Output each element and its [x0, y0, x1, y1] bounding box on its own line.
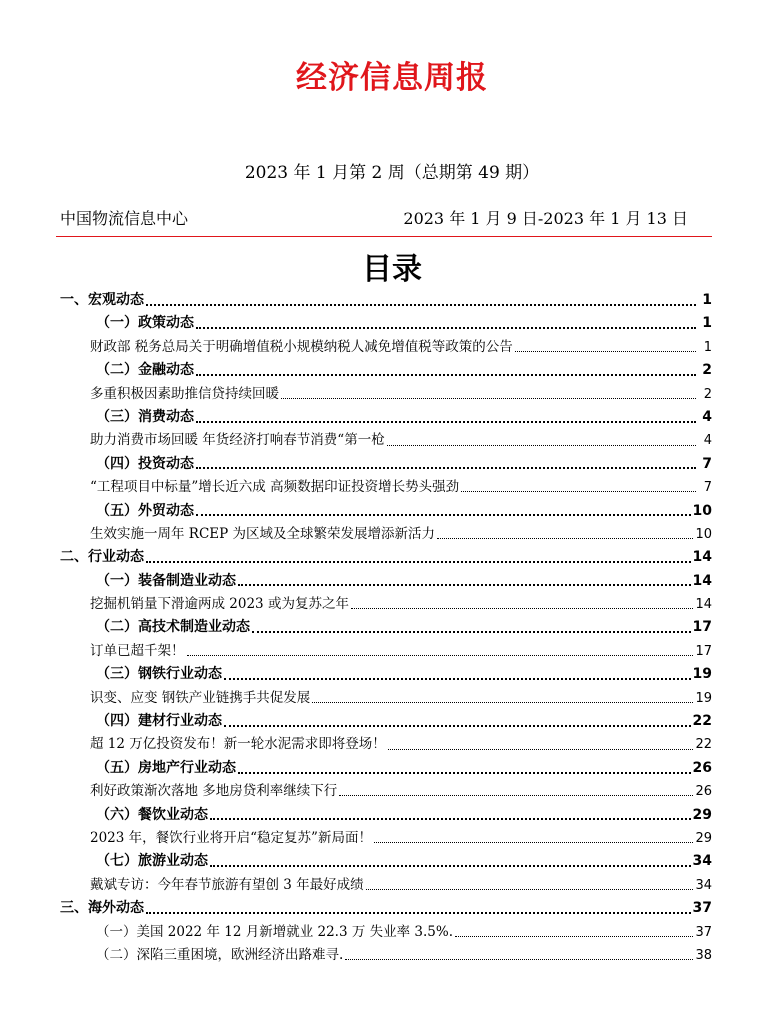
toc-entry[interactable]	[60, 312, 712, 335]
header-divider	[56, 236, 712, 237]
toc-entry[interactable]	[60, 523, 712, 546]
toc-entry[interactable]	[60, 593, 712, 616]
toc-entry-label: 戴斌专访：今年春节旅游有望创 3 年最好成绩	[90, 876, 364, 893]
toc-entry-label: 三、海外动态	[60, 900, 144, 917]
toc-entry[interactable]	[60, 944, 712, 967]
toc-entry[interactable]	[60, 476, 712, 499]
toc-entry[interactable]	[60, 546, 712, 569]
dot-leader	[461, 491, 696, 492]
toc-entry[interactable]	[60, 897, 712, 920]
toc-entry-page-number: 19	[695, 690, 712, 706]
toc-entry[interactable]	[60, 710, 712, 733]
toc-entry[interactable]	[60, 687, 712, 710]
dot-leader	[515, 351, 696, 352]
toc-entry[interactable]	[60, 383, 712, 406]
dot-leader	[345, 959, 693, 960]
toc-entry-label: 多重积极因素助推信贷持续回暖	[90, 385, 279, 402]
toc-entry-label: （五）外贸动态	[96, 502, 194, 519]
toc-entry-label: （四）投资动态	[96, 455, 194, 472]
toc-entry[interactable]	[60, 640, 712, 663]
toc-entry[interactable]	[60, 500, 712, 523]
toc-entry[interactable]	[60, 827, 712, 850]
toc-entry-page-number: 7	[703, 480, 712, 496]
toc-entry-page-number: 37	[695, 924, 712, 940]
toc-entry-page-number: 22	[695, 737, 712, 753]
toc-entry-page-number: 2	[702, 362, 712, 379]
toc-entry-label: （二）高技术制造业动态	[96, 619, 250, 636]
toc-entry[interactable]	[60, 663, 712, 686]
toc-entry-page-number: 1	[703, 339, 712, 355]
toc-entry[interactable]	[60, 359, 712, 382]
toc-entry-label: （二）深陷三重困境，欧洲经济出路难寻.	[96, 946, 344, 963]
dot-leader	[187, 655, 694, 656]
toc-entry-page-number: 1	[702, 315, 712, 332]
toc-entry-page-number: 4	[702, 408, 712, 425]
organization-name: 中国物流信息中心	[60, 209, 189, 228]
toc-entry-page-number: 37	[692, 900, 712, 917]
toc-heading: 目录	[362, 252, 422, 287]
toc-entry-page-number: 10	[692, 502, 712, 519]
toc-entry-label: （一）装备制造业动态	[96, 572, 236, 589]
dot-leader	[146, 561, 691, 563]
table-of-contents	[60, 289, 712, 967]
dot-leader	[455, 936, 693, 937]
toc-entry[interactable]	[60, 429, 712, 452]
toc-entry[interactable]	[60, 733, 712, 756]
toc-entry-label: 财政部 税务总局关于明确增值税小规模纳税人减免增值税等政策的公告	[90, 338, 513, 355]
dot-leader	[351, 608, 694, 609]
toc-entry[interactable]	[60, 804, 712, 827]
toc-entry[interactable]	[60, 406, 712, 429]
toc-entry-page-number: 10	[695, 526, 712, 542]
toc-entry-page-number: 14	[695, 597, 712, 613]
toc-entry-label: （三）钢铁行业动态	[96, 666, 222, 683]
toc-entry-label: 助力消费市场回暖 年货经济打响春节消费“第一枪	[90, 432, 385, 449]
dot-leader	[238, 772, 691, 774]
toc-entry-page-number: 38	[695, 947, 712, 963]
dot-leader	[146, 304, 696, 306]
toc-entry-label: 生效实施一周年 RCEP 为区域及全球繁荣发展增添新活力	[90, 525, 436, 542]
dot-leader	[224, 678, 691, 680]
dot-leader	[374, 842, 694, 843]
dot-leader	[210, 865, 691, 867]
toc-entry-page-number: 29	[692, 806, 712, 823]
toc-entry-label: （一）政策动态	[96, 315, 194, 332]
toc-entry-page-number: 22	[692, 713, 712, 730]
toc-entry-label: （二）金融动态	[96, 362, 194, 379]
toc-entry-page-number: 4	[703, 433, 712, 449]
toc-entry[interactable]	[60, 289, 712, 312]
toc-entry-page-number: 17	[692, 619, 712, 636]
toc-entry-label: 二、行业动态	[60, 549, 144, 566]
toc-entry-label: 挖掘机销量下滑逾两成 2023 或为复苏之年	[90, 596, 349, 613]
toc-entry-label: （五）房地产行业动态	[96, 759, 236, 776]
toc-entry-label: （四）建材行业动态	[96, 713, 222, 730]
toc-entry[interactable]	[60, 874, 712, 897]
toc-entry-page-number: 26	[692, 759, 712, 776]
toc-entry-label: （一）美国 2022 年 12 月新增就业 22.3 万 失业率 3.5%.	[96, 923, 454, 940]
date-range: 2023 年 1 月 9 日-2023 年 1 月 13 日	[403, 209, 688, 228]
dot-leader	[252, 631, 691, 633]
toc-entry[interactable]	[60, 757, 712, 780]
dot-leader	[196, 374, 696, 376]
dot-leader	[224, 725, 691, 727]
toc-entry-label: （七）旅游业动态	[96, 853, 208, 870]
toc-entry-label: （三）消费动态	[96, 408, 194, 425]
toc-entry[interactable]	[60, 616, 712, 639]
toc-entry-page-number: 2	[703, 386, 712, 402]
dot-leader	[281, 398, 696, 399]
toc-entry-label: 超 12 万亿投资发布！新一轮水泥需求即将登场！	[90, 736, 386, 753]
dot-leader	[387, 445, 696, 446]
issue-line: 2023 年 1 月第 2 周（总期第 49 期）	[244, 163, 540, 183]
toc-entry[interactable]	[60, 453, 712, 476]
toc-entry-page-number: 14	[692, 572, 712, 589]
dot-leader	[388, 749, 694, 750]
toc-entry-label: （六）餐饮业动态	[96, 806, 208, 823]
dot-leader	[196, 514, 691, 516]
toc-entry-page-number: 1	[702, 292, 712, 308]
toc-entry-label: 2023 年，餐饮行业将开启“稳定复苏”新局面！	[90, 829, 372, 846]
toc-entry-page-number: 14	[692, 549, 712, 566]
toc-entry-page-number: 29	[695, 830, 712, 846]
toc-entry-page-number: 26	[695, 784, 712, 800]
toc-entry-label: “工程项目中标量”增长近六成 高频数据印证投资增长势头强劲	[90, 479, 460, 496]
dot-leader	[210, 818, 691, 820]
toc-entry-label: 一、宏观动态	[60, 292, 144, 308]
dot-leader	[312, 702, 693, 703]
toc-entry[interactable]	[60, 780, 712, 803]
toc-entry-page-number: 19	[692, 666, 712, 683]
dot-leader	[196, 327, 696, 329]
toc-entry-page-number: 34	[695, 877, 712, 893]
toc-entry[interactable]	[60, 336, 712, 359]
dot-leader	[366, 889, 694, 890]
dot-leader	[196, 467, 696, 469]
toc-entry[interactable]	[60, 570, 712, 593]
toc-entry-page-number: 34	[692, 853, 712, 870]
dot-leader	[339, 795, 693, 796]
dot-leader	[437, 538, 693, 539]
toc-entry-page-number: 7	[702, 455, 712, 472]
toc-entry-label: 识变、应变 钢铁产业链携手共促发展	[90, 689, 311, 706]
toc-entry-page-number: 17	[695, 643, 712, 659]
dot-leader	[146, 912, 691, 914]
toc-entry-label: 订单已超千架！	[90, 642, 185, 659]
toc-entry[interactable]	[60, 921, 712, 944]
toc-entry-label: 利好政策渐次落地 多地房贷利率继续下行	[90, 783, 338, 800]
toc-entry[interactable]	[60, 850, 712, 873]
dot-leader	[196, 421, 696, 423]
dot-leader	[238, 584, 691, 586]
report-title: 经济信息周报	[296, 60, 488, 96]
